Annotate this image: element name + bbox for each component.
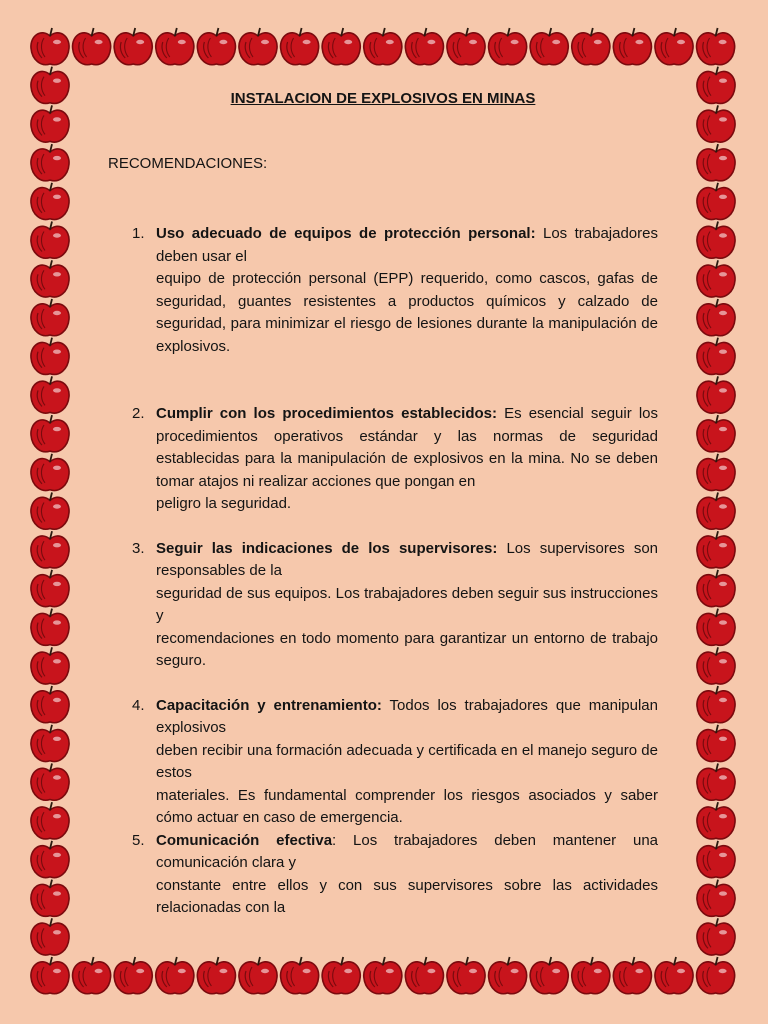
apple-icon bbox=[572, 957, 610, 994]
item-lead: Uso adecuado de equipos de protección personal: bbox=[156, 225, 536, 242]
apple-icon bbox=[114, 957, 152, 994]
apple-icon bbox=[697, 880, 735, 917]
apple-icon bbox=[31, 415, 69, 452]
apple-icon bbox=[697, 570, 735, 607]
apple-icon bbox=[31, 764, 69, 801]
apple-icon bbox=[697, 222, 735, 259]
apple-icon bbox=[31, 454, 69, 491]
item-number: 3. bbox=[132, 539, 145, 557]
apple-icon bbox=[530, 957, 568, 994]
apple-icon bbox=[239, 957, 277, 994]
apple-icon bbox=[489, 957, 527, 994]
apple-icon bbox=[31, 493, 69, 530]
item-number: 1. bbox=[132, 225, 145, 242]
item-text: Los supervisores son responsables de la bbox=[156, 539, 659, 579]
apple-icon bbox=[489, 28, 527, 65]
apple-icon bbox=[114, 28, 152, 65]
apple-icon bbox=[31, 260, 69, 297]
apple-icon bbox=[31, 609, 69, 646]
apple-icon bbox=[239, 28, 277, 65]
apple-icon bbox=[31, 725, 69, 762]
apple-icon bbox=[31, 918, 69, 955]
apple-icon bbox=[197, 957, 235, 994]
apple-icon bbox=[613, 28, 651, 65]
apple-icon bbox=[405, 28, 443, 65]
apple-icon bbox=[697, 841, 735, 878]
apple-icon bbox=[613, 957, 651, 994]
apple-icon bbox=[31, 299, 69, 336]
apple-icon bbox=[281, 28, 319, 65]
apple-icon bbox=[697, 28, 735, 65]
apple-icon bbox=[447, 28, 485, 65]
apple-icon bbox=[156, 957, 194, 994]
apple-icon bbox=[281, 957, 319, 994]
apple-icon bbox=[697, 686, 735, 723]
apple-icon bbox=[31, 28, 69, 65]
apple-icon bbox=[697, 67, 735, 104]
apple-icon bbox=[73, 28, 111, 65]
section-heading: RECOMENDACIONES: bbox=[108, 154, 268, 172]
apple-icon bbox=[697, 764, 735, 801]
apple-icon bbox=[697, 144, 735, 181]
apple-icon bbox=[31, 880, 69, 917]
item-number: 2. bbox=[132, 405, 145, 422]
apple-icon bbox=[530, 28, 568, 65]
item-text: constante entre ellos y con sus supervisores sobre las actividades relacionadas con la bbox=[156, 876, 658, 916]
apple-icon bbox=[697, 415, 735, 452]
document-body bbox=[108, 88, 658, 920]
apple-icon bbox=[364, 957, 402, 994]
apple-icon bbox=[697, 493, 735, 530]
apple-icon bbox=[697, 957, 735, 994]
item-lead: Capacitación y entrenamiento: bbox=[156, 696, 382, 714]
apple-icon bbox=[322, 957, 360, 994]
item-lead: Cumplir con los procedimientos establecidos: bbox=[156, 405, 497, 422]
item-number: 5. bbox=[132, 831, 145, 849]
apple-icon bbox=[31, 647, 69, 684]
apple-icon bbox=[322, 28, 360, 65]
apple-icon bbox=[697, 531, 735, 568]
apple-icon bbox=[697, 338, 735, 375]
apple-icon bbox=[697, 376, 735, 413]
list-item bbox=[108, 223, 658, 358]
item-text: equipo de protección personal (EPP) requerido, como cascos, gafas de seguridad, guantes resistentes a productos químicos y calzado de seguridad, para minimizar el riesgo de lesiones durante la manipulación de explosivos. bbox=[156, 270, 658, 355]
apple-icon bbox=[697, 299, 735, 336]
apple-icon bbox=[31, 686, 69, 723]
apple-icon bbox=[697, 802, 735, 839]
apple-icon bbox=[697, 183, 735, 220]
apple-icon bbox=[31, 105, 69, 142]
document-title: INSTALACION DE EXPLOSIVOS EN MINAS bbox=[230, 90, 536, 107]
apple-icon bbox=[156, 28, 194, 65]
item-lead: Seguir las indicaciones de los supervisores: bbox=[156, 539, 498, 557]
list-item bbox=[108, 695, 658, 830]
apple-icon bbox=[31, 338, 69, 375]
apple-icon bbox=[31, 957, 69, 994]
apple-icon bbox=[572, 28, 610, 65]
list-item bbox=[108, 830, 658, 920]
apple-icon bbox=[697, 918, 735, 955]
apple-icon bbox=[31, 841, 69, 878]
item-text: recomendaciones en todo momento para garantizar un entorno de trabajo seguro. bbox=[156, 629, 658, 669]
item-lead: Comunicación efectiva bbox=[156, 831, 333, 849]
apple-icon bbox=[697, 647, 735, 684]
item-text: peligro la seguridad. bbox=[156, 495, 292, 512]
apple-icon bbox=[31, 183, 69, 220]
apple-icon bbox=[655, 28, 693, 65]
item-text: : Los trabajadores deben mantener una comunicación clara y bbox=[156, 831, 658, 871]
item-text: seguridad de sus equipos. Los trabajadores deben seguir sus instrucciones y bbox=[156, 584, 658, 624]
apple-icon bbox=[697, 260, 735, 297]
item-text: Es esencial seguir los procedimientos operativos estándar y las normas de seguridad establecidas para la manipulación de explosivos en la mina. No se deben tomar atajos ni realizar acciones que pongan en bbox=[156, 405, 658, 490]
list-item bbox=[108, 538, 658, 673]
apple-icon bbox=[697, 725, 735, 762]
apple-icon bbox=[73, 957, 111, 994]
apple-icon bbox=[697, 105, 735, 142]
recommendations-list bbox=[108, 223, 658, 920]
item-text: Los trabajadores deben usar el bbox=[156, 225, 658, 265]
apple-icon bbox=[31, 222, 69, 259]
apple-icon bbox=[31, 144, 69, 181]
apple-icon bbox=[31, 531, 69, 568]
apple-icon bbox=[405, 957, 443, 994]
apple-icon bbox=[31, 67, 69, 104]
apple-icon bbox=[31, 570, 69, 607]
apple-icon bbox=[697, 609, 735, 646]
apple-icon bbox=[655, 957, 693, 994]
item-text: materiales. Es fundamental comprender los riesgos asociados y saber cómo actuar en caso de emergencia. bbox=[156, 786, 658, 826]
item-text: Todos los trabajadores que manipulan explosivos bbox=[156, 696, 658, 736]
apple-icon bbox=[364, 28, 402, 65]
item-text: deben recibir una formación adecuada y certificada en el manejo seguro de estos bbox=[156, 741, 658, 781]
list-item bbox=[108, 403, 658, 516]
apple-icon bbox=[31, 802, 69, 839]
apple-icon bbox=[197, 28, 235, 65]
apple-icon bbox=[697, 454, 735, 491]
apple-icon bbox=[447, 957, 485, 994]
apple-icon bbox=[31, 376, 69, 413]
item-number: 4. bbox=[132, 696, 145, 714]
